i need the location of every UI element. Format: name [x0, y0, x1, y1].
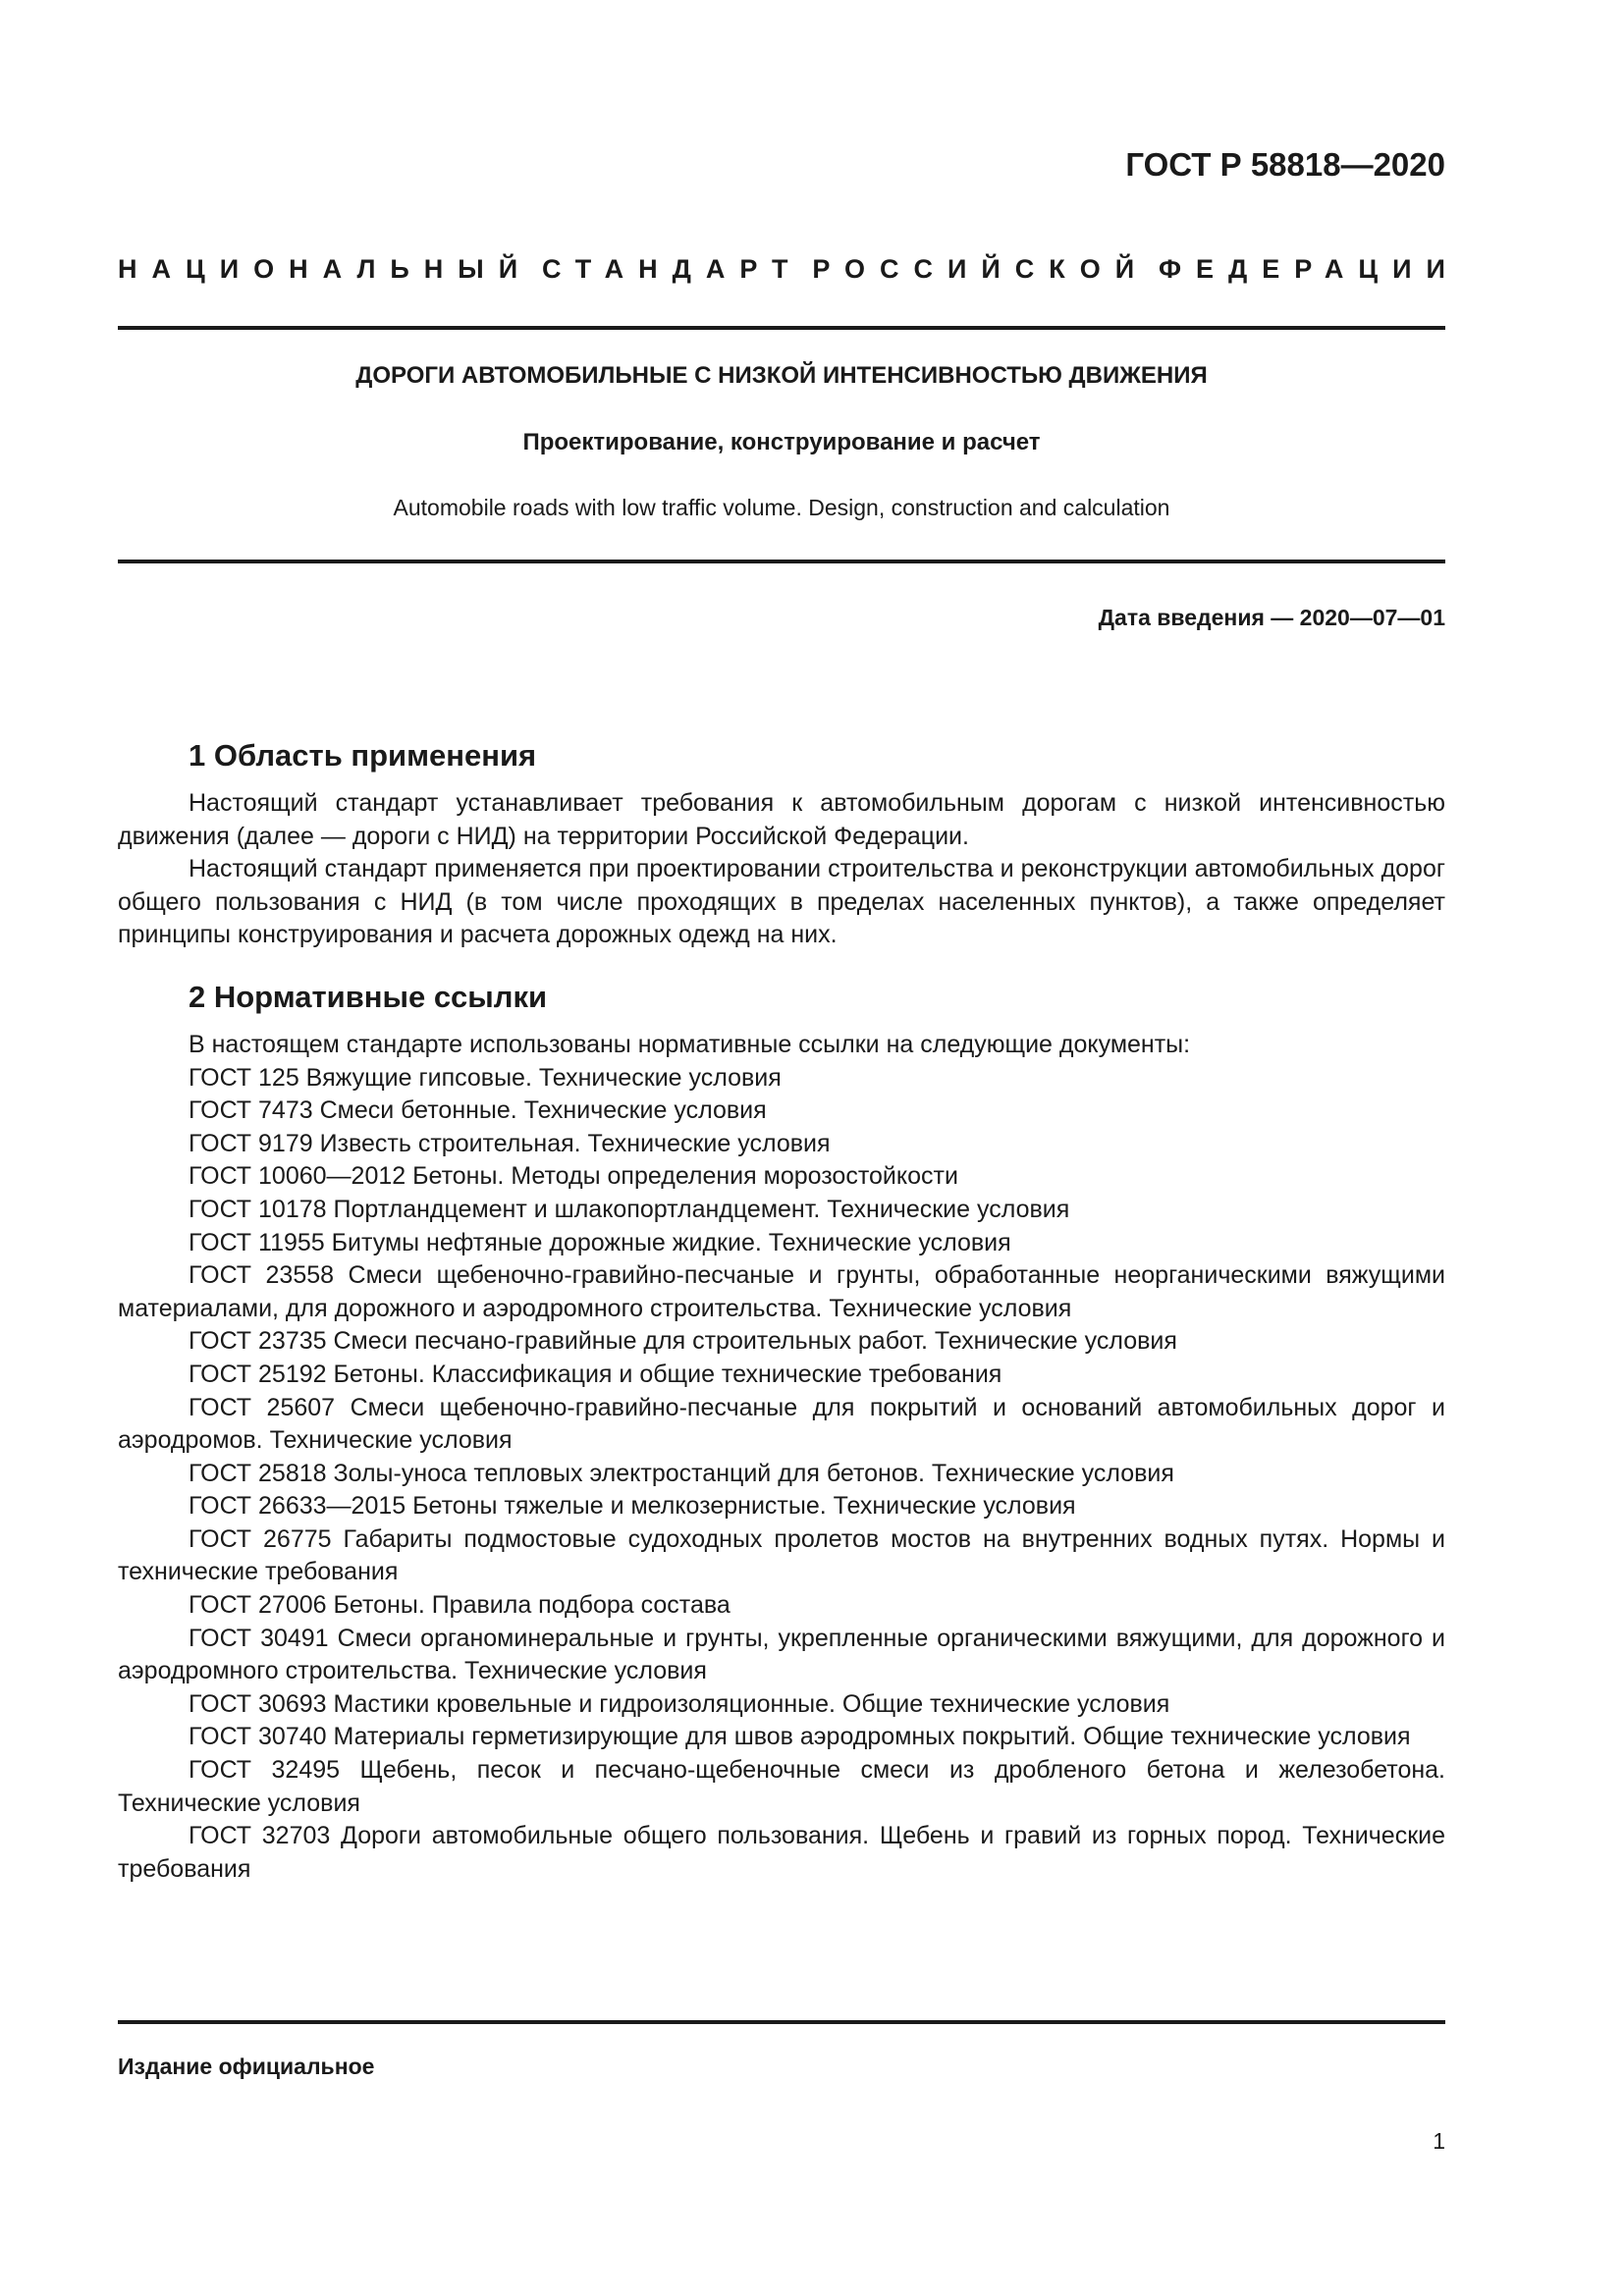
banner-word: РОССИЙСКОЙ	[812, 254, 1150, 284]
reference-item: ГОСТ 10060—2012 Бетоны. Методы определения морозостойкости	[189, 1162, 958, 1191]
banner-word: НАЦИОНАЛЬНЫЙ	[118, 254, 533, 284]
reference-item: ГОСТ 27006 Бетоны. Правила подбора состава	[189, 1591, 731, 1620]
section-1-paragraph: Настоящий стандарт применяется при проектировании строительства и реконструкции автомобильных дорог общего пользования с НИД (в том числе проходящих в пределах населенных пунктов), а также определяет принципы конструирования и расчета дорожных одежд на них.	[118, 855, 1445, 949]
document-title: ДОРОГИ АВТОМОБИЛЬНЫЕ С НИЗКОЙ ИНТЕНСИВНОСТЬЮ ДВИЖЕНИЯ	[355, 362, 1208, 389]
divider-top	[118, 326, 1445, 330]
reference-item: ГОСТ 10178 Портландцемент и шлакопортландцемент. Технические условия	[189, 1195, 1070, 1223]
reference-item: ГОСТ 23558 Смеси щебеночно-гравийно-песчаные и грунты, обработанные неорганическими вяжущими материалами, для дорожного и аэродромного строительства. Технические условия	[118, 1261, 1445, 1322]
document-page	[118, 0, 1460, 2296]
section-2-intro: В настоящем стандарте использованы нормативные ссылки на следующие документы:	[189, 1030, 1191, 1058]
reference-item: ГОСТ 9179 Известь строительная. Технические условия	[189, 1129, 831, 1157]
document-body	[118, 736, 1445, 1886]
banner-word: СТАНДАРТ	[541, 254, 803, 284]
reference-item: ГОСТ 26633—2015 Бетоны тяжелые и мелкозернистые. Технические условия	[189, 1492, 1076, 1521]
section-2-heading: 2 Нормативные ссылки	[189, 979, 548, 1014]
divider-footer	[118, 2020, 1445, 2024]
document-title-english: Automobile roads with low traffic volume. Design, construction and calculation	[393, 495, 1170, 520]
reference-item: ГОСТ 11955 Битумы нефтяные дорожные жидкие. Технические условия	[189, 1228, 1011, 1256]
reference-item: ГОСТ 25607 Смеси щебеночно-гравийно-песчаные для покрытий и оснований автомобильных дорог и аэродромов. Технические условия	[118, 1393, 1445, 1455]
reference-item: ГОСТ 25818 Золы-уноса тепловых электростанций для бетонов. Технические условия	[189, 1459, 1174, 1487]
section-1-heading: 1 Область применения	[189, 738, 537, 773]
introduction-date: Дата введения — 2020—07—01	[1098, 605, 1445, 630]
reference-item: ГОСТ 30693 Мастики кровельные и гидроизоляционные. Общие технические условия	[189, 1689, 1170, 1718]
official-edition-note: Издание официальное	[118, 2054, 375, 2079]
document-id: ГОСТ Р 58818—2020	[1125, 146, 1445, 183]
reference-item: ГОСТ 30491 Смеси органоминеральные и грунты, укрепленные органическими вяжущими, для дорожного и аэродромного строительства. Технические условия	[118, 1624, 1445, 1685]
reference-item: ГОСТ 25192 Бетоны. Классификация и общие технические требования	[189, 1360, 1002, 1388]
national-standard-banner	[118, 253, 1460, 285]
banner-word: ФЕДЕРАЦИИ	[1159, 254, 1460, 284]
reference-item: ГОСТ 30740 Материалы герметизирующие для швов аэродромных покрытий. Общие технические условия	[189, 1723, 1411, 1751]
section-1-paragraph: Настоящий стандарт устанавливает требования к автомобильным дорогам с низкой интенсивностью движения (далее — дороги с НИД) на территории Российской Федерации.	[118, 789, 1445, 850]
reference-item: ГОСТ 7473 Смеси бетонные. Технические условия	[189, 1096, 767, 1125]
reference-item: ГОСТ 32495 Щебень, песок и песчано-щебеночные смеси из дробленого бетона и железобетона. Технические условия	[118, 1756, 1445, 1817]
page-number: 1	[1433, 2128, 1445, 2154]
divider-title	[118, 560, 1445, 563]
reference-item: ГОСТ 23735 Смеси песчано-гравийные для строительных работ. Технические условия	[189, 1327, 1177, 1356]
reference-item: ГОСТ 32703 Дороги автомобильные общего пользования. Щебень и гравий из горных пород. Технические требования	[118, 1822, 1445, 1883]
reference-item: ГОСТ 26775 Габариты подмостовые судоходных пролетов мостов на внутренних водных путях. Нормы и технические требования	[118, 1524, 1445, 1586]
document-subtitle: Проектирование, конструирование и расчет	[522, 429, 1041, 455]
reference-item: ГОСТ 125 Вяжущие гипсовые. Технические условия	[189, 1063, 782, 1092]
